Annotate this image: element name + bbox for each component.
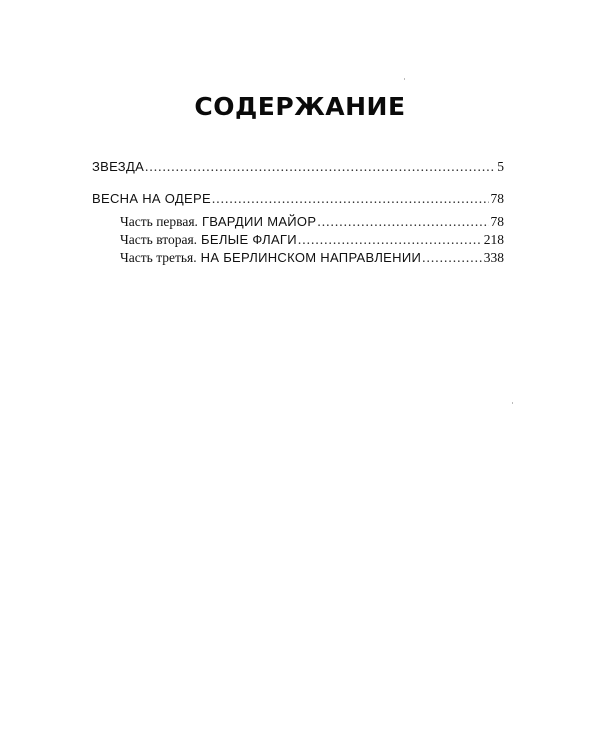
toc-entry-title: ЗВЕЗДА [92, 159, 145, 174]
toc-entry-vesna-na-odere[interactable] [92, 190, 504, 208]
toc-entry-page: 78 [490, 214, 504, 229]
toc-entry-part-prefix: Часть третья. [120, 250, 197, 265]
section-gap [92, 176, 504, 190]
toc-entry-page: 5 [497, 159, 504, 174]
toc-entry-title: БЕЛЫЕ ФЛАГИ [201, 232, 297, 247]
toc-entry-title: ГВАРДИИ МАЙОР [201, 214, 317, 229]
dot-leader [317, 213, 488, 231]
toc-entry-part-prefix: Часть вторая. [120, 232, 198, 247]
dot-leader [212, 190, 489, 208]
scan-speck [512, 402, 513, 404]
table-of-contents [92, 158, 504, 267]
toc-entry-zvezda[interactable] [92, 158, 504, 176]
toc-entry-part-two[interactable] [92, 231, 504, 249]
toc-entry-title: ВЕСНА НА ОДЕРЕ [92, 191, 211, 206]
page-title: СОДЕРЖАНИЕ [194, 92, 406, 121]
toc-entry-part-three[interactable] [92, 249, 504, 267]
toc-entry-part-prefix: Часть первая. [120, 214, 198, 229]
dot-leader [145, 158, 495, 176]
toc-entry-title: НА БЕРЛИНСКОМ НАПРАВЛЕНИИ [200, 250, 422, 265]
toc-entry-part-one[interactable] [92, 213, 504, 231]
toc-entry-page: 218 [483, 232, 504, 247]
toc-entry-page: 338 [483, 250, 504, 265]
dot-leader [422, 249, 482, 267]
toc-entry-page: 78 [490, 191, 504, 206]
dot-leader [298, 231, 482, 249]
scan-speck [404, 78, 405, 80]
